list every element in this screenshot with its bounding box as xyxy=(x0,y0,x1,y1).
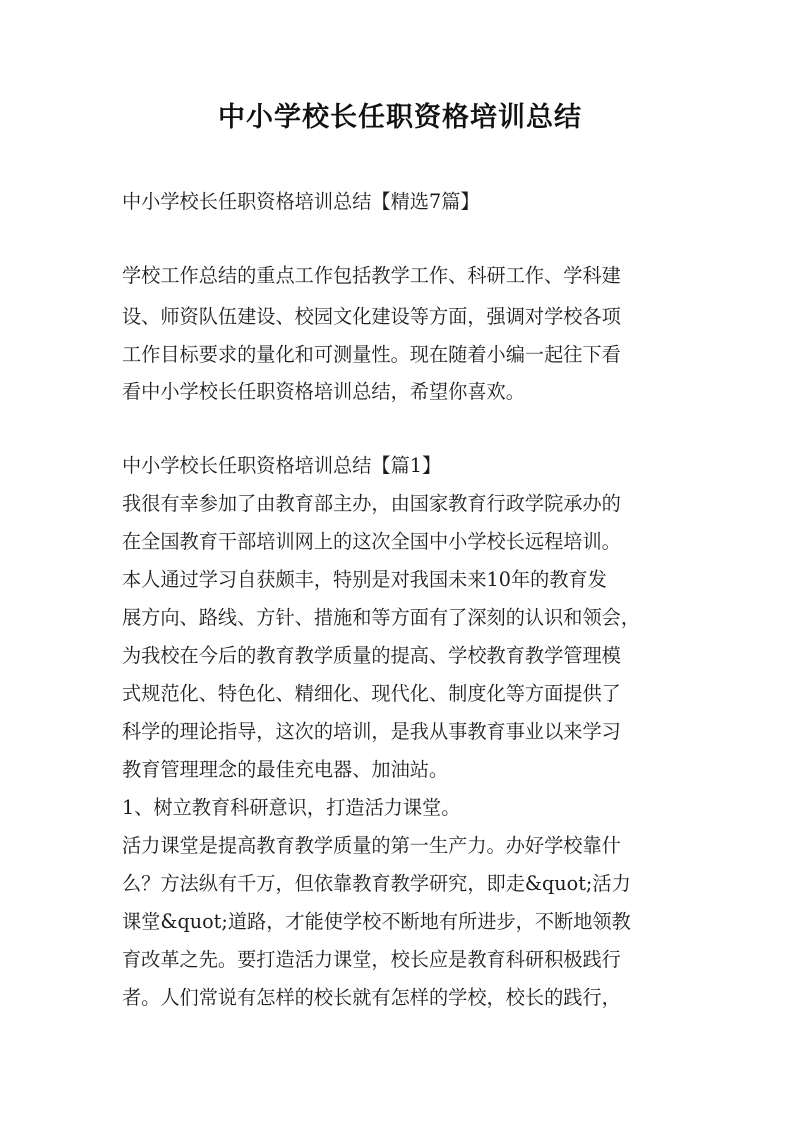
paragraph-line: 活力课堂是提高教育教学质量的第一生产力。办好学校靠什 xyxy=(122,834,621,857)
paragraph-line: 课堂&quot;道路，才能使学校不断地有所进步，不断地领教 xyxy=(122,910,631,933)
list-item-heading: 1、树立教育科研意识，打造活力课堂。 xyxy=(122,796,461,819)
paragraph-line: 教育管理理念的最佳充电器、加油站。 xyxy=(122,758,449,781)
paragraph-line: 为我校在今后的教育教学质量的提高、学校教育教学管理模 xyxy=(122,644,621,667)
document-title: 中小学校长任职资格培训总结 xyxy=(218,102,582,133)
paragraph-line: 者。人们常说有怎样的校长就有怎样的学校，校长的践行， xyxy=(122,986,621,1009)
paragraph-line: 工作目标要求的量化和可测量性。现在随着小编一起往下看 xyxy=(122,343,621,366)
paragraph-line: 育改革之先。要打造活力课堂，校长应是教育科研积极践行 xyxy=(122,948,621,971)
paragraph-line: 我很有幸参加了由教育部主办，由国家教育行政学院承办的 xyxy=(122,492,621,515)
subtitle-line: 中小学校长任职资格培训总结【精选7篇】 xyxy=(122,190,480,213)
paragraph-line: 式规范化、特色化、精细化、现代化、制度化等方面提供了 xyxy=(122,682,621,705)
paragraph-line: 么？方法纵有千万，但依靠教育教学研究，即走&quot;活力 xyxy=(122,872,631,895)
paragraph-line: 本人通过学习自获颇丰，特别是对我国未来10年的教育发 xyxy=(122,568,607,591)
paragraph-line: 看中小学校长任职资格培训总结，希望你喜欢。 xyxy=(122,380,525,403)
paragraph-line: 在全国教育干部培训网上的这次全国中小学校长远程培训。 xyxy=(122,530,621,553)
paragraph-line: 学校工作总结的重点工作包括教学工作、科研工作、学科建 xyxy=(122,264,621,287)
paragraph-line: 科学的理论指导，这次的培训，是我从事教育事业以来学习 xyxy=(122,720,621,743)
paragraph-line: 设、师资队伍建设、校园文化建设等方面，强调对学校各项 xyxy=(122,305,621,328)
paragraph-line: 展方向、路线、方针、措施和等方面有了深刻的认识和领会， xyxy=(122,606,641,629)
section-heading: 中小学校长任职资格培训总结【篇1】 xyxy=(122,454,442,477)
